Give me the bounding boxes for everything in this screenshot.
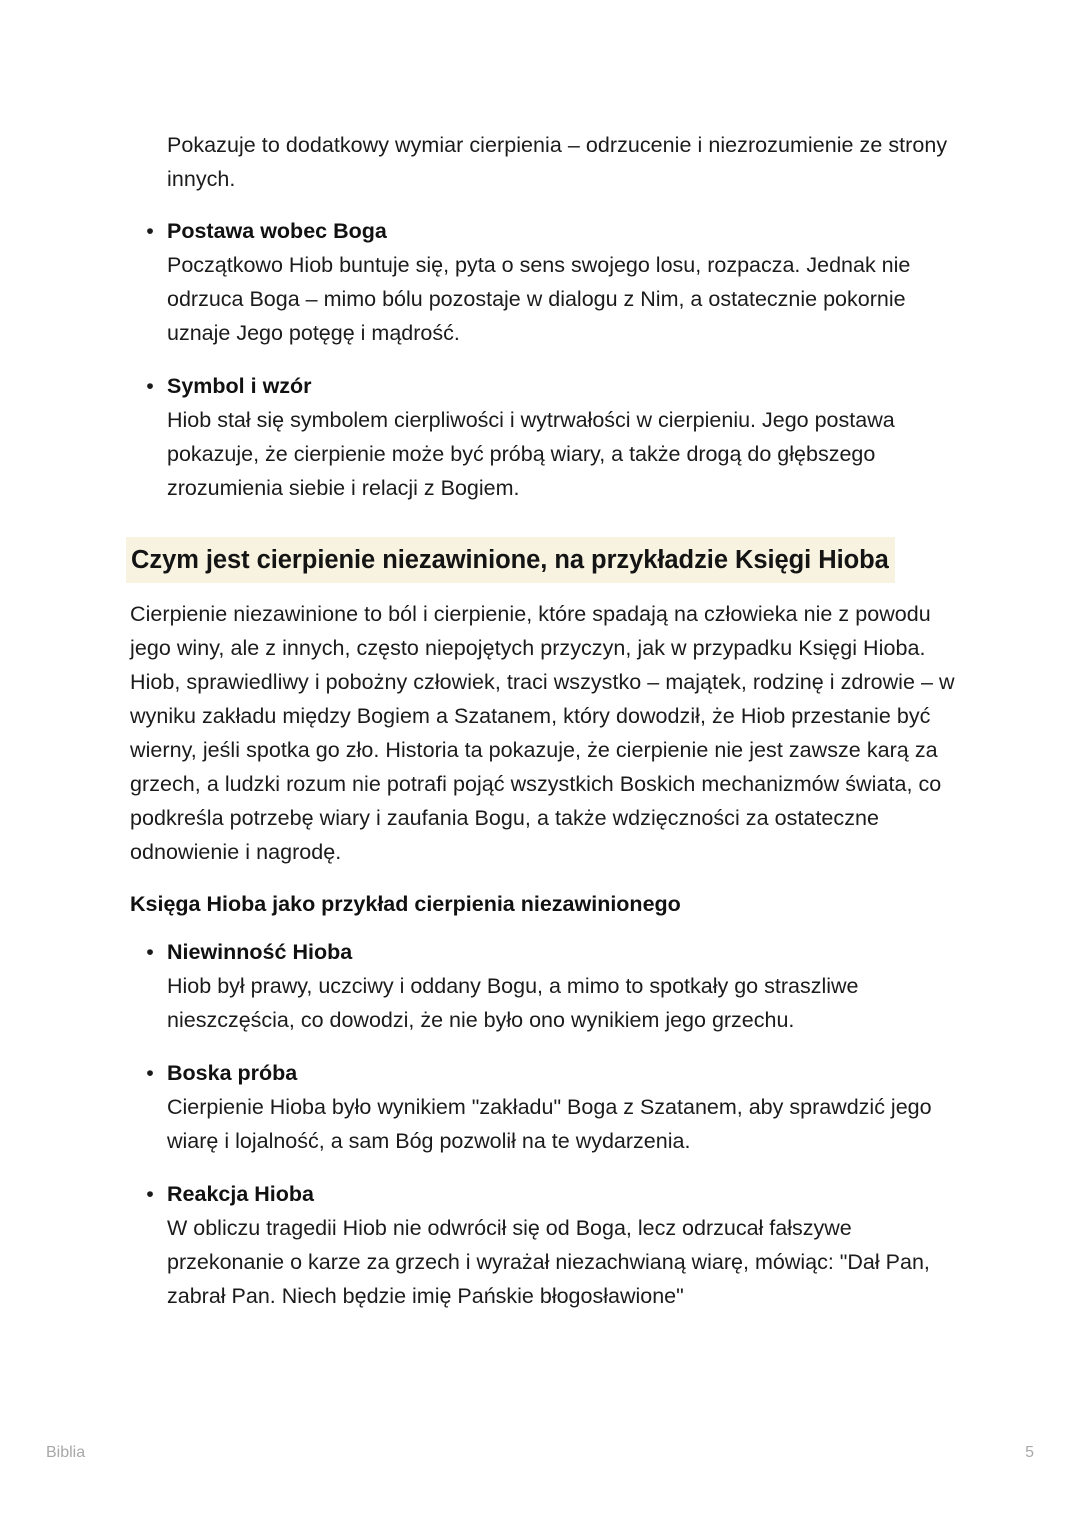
bullet-body: W obliczu tragedii Hiob nie odwrócił się od Boga, lecz odrzucał fałszywe przekonanie o karze za grzech i wyrażał niezachwianą wiarę, mówiąc: "Dał Pan, zabrał Pan. Niech będzie imię Pańskie błogosławione": [167, 1216, 930, 1308]
top-bullet-list: [130, 214, 958, 505]
list-item: [130, 1056, 958, 1158]
list-item: [130, 214, 958, 350]
footer-document-label: Biblia: [46, 1444, 86, 1461]
bullet-marker-icon: •: [146, 940, 154, 964]
bullet-body: Hiob stał się symbolem cierpliwości i wytrwałości w cierpieniu. Jego postawa pokazuje, że cierpienie może być próbą wiary, a także drogą do głębszego zrozumienia siebie i relacji z Bogiem.: [167, 408, 895, 500]
section-paragraph: Cierpienie niezawinione to ból i cierpienie, które spadają na człowieka nie z powodu jego winy, ale z innych, często niepojętych przyczyn, jak w przypadku Księgi Hioba. Hiob, sprawiedliwy i pobożny człowiek, traci wszystko – majątek, rodzinę i zdrowie – w wyniku zakładu między Bogiem a Szatanem, który dowodził, że Hiob przestanie być wierny, jeśli spotka go zło. Historia ta pokazuje, że cierpienie nie jest zawsze karą za grzech, a ludzki rozum nie potrafi pojąć wszystkich Boskich mechanizmów świata, co podkreśla potrzebę wiary i zaufania Bogu, a także wdzięczności za ostateczne odnowienie i nagrodę.: [130, 602, 955, 864]
spacer: [130, 196, 958, 214]
bullet-body: Cierpienie Hioba było wynikiem "zakładu" Boga z Szatanem, aby sprawdzić jego wiarę i lojalność, a sam Bóg pozwolił na te wydarzenia.: [167, 1095, 932, 1153]
bullet-marker-icon: •: [146, 374, 154, 398]
bullet-title: Symbol i wzór: [167, 374, 312, 398]
bullet-title: Postawa wobec Boga: [167, 219, 387, 243]
bullet-marker-icon: •: [146, 219, 154, 243]
list-item: [130, 935, 958, 1037]
bullet-title: Niewinność Hioba: [167, 940, 353, 964]
example-bullet-list: [130, 935, 958, 1313]
footer-page-number: 5: [1025, 1444, 1034, 1461]
bullet-marker-icon: •: [146, 1061, 154, 1085]
bullet-body: Hiob był prawy, uczciwy i oddany Bogu, a mimo to spotkały go straszliwe nieszczęścia, co dowodzi, że nie było ono wynikiem jego grzechu.: [167, 974, 859, 1032]
section-heading-container: [126, 537, 958, 583]
page-footer: [0, 1415, 1080, 1525]
continuation-paragraph: Pokazuje to dodatkowy wymiar cierpienia – odrzucenie i niezrozumienie ze strony innych.: [167, 133, 948, 191]
list-item: [130, 369, 958, 505]
bullet-marker-icon: •: [146, 1182, 154, 1206]
section-heading: Czym jest cierpienie niezawinione, na przykładzie Księgi Hioba: [126, 537, 895, 583]
bullet-title: Boska próba: [167, 1061, 298, 1085]
sub-heading: Księga Hioba jako przykład cierpienia niezawinionego: [130, 892, 681, 916]
bullet-body: Początkowo Hiob buntuje się, pyta o sens swojego losu, rozpacza. Jednak nie odrzuca Boga – mimo bólu pozostaje w dialogu z Nim, a ostatecznie pokornie uznaje Jego potęgę i mądrość.: [167, 253, 911, 345]
page-content: [130, 128, 958, 1313]
list-item: [130, 1177, 958, 1313]
bullet-title: Reakcja Hioba: [167, 1182, 314, 1206]
